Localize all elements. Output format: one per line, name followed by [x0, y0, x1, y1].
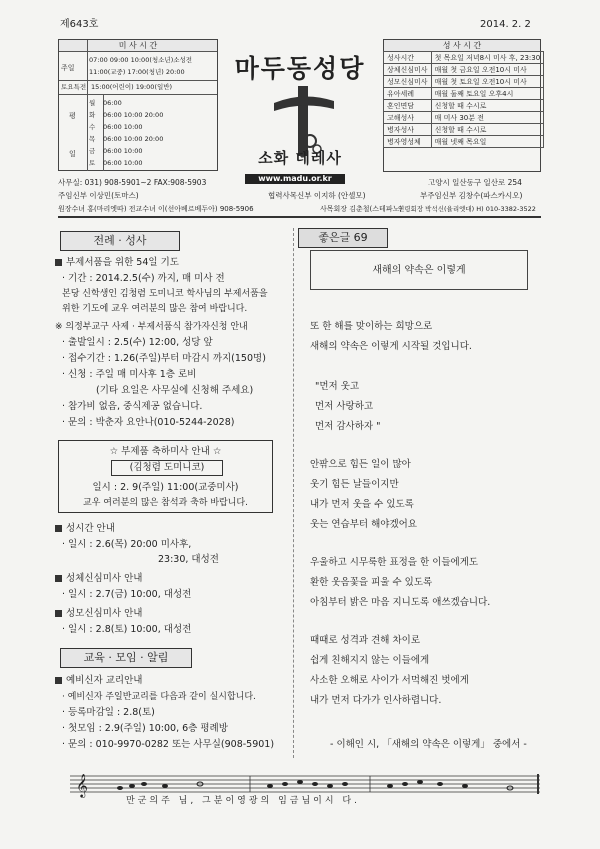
- poem-line: 새해의 약속은 이렇게 시작될 것입니다.: [310, 341, 472, 352]
- ordination-line: · 신청 : 주일 매 미사후 1층 로비: [62, 369, 197, 380]
- poem-line: 웃는 연습부터 해야겠어요: [310, 519, 417, 530]
- church-logo-area: [220, 39, 380, 179]
- council-president: 사목회장 김춘철(스테파노): [320, 205, 403, 213]
- ordination-line: · 접수기간 : 1.26(주일)부터 마감시 까지(150명): [62, 353, 266, 364]
- ordination-line: (기타 요일은 사무실에 신청해 주세요): [96, 385, 254, 396]
- table-row: 유아세례 매월 둘째 토요일 오후4시: [384, 88, 544, 100]
- weekday-label-2: 일: [69, 150, 76, 158]
- table-row: 병자성사 신청할 때 수시로: [384, 124, 544, 136]
- celebration-date: 일시 : 2. 9(주일) 11:00(교중미사): [92, 482, 239, 493]
- ordination-title: ※ 의정부교구 사제 · 부제서품식 참가자신청 안내: [55, 322, 248, 332]
- catechumen-line: · 예비신자 주일반교리를 다음과 같이 실시합니다.: [62, 692, 256, 702]
- mass-schedule-title: 미 사 시 간: [59, 40, 217, 52]
- catechumen-line: · 첫모임 : 2.9(주일) 10:00, 6층 평례방: [62, 723, 228, 734]
- saturday-times: 15:00(어린이) 19:00(일반): [91, 83, 173, 91]
- bullet-icon: [55, 677, 62, 684]
- saturday-label: 토요특전: [61, 83, 87, 91]
- table-row: 성모신심미사 매월 첫 토요일 오전10시 미사: [384, 76, 544, 88]
- church-patron: 소화 데레사: [258, 149, 342, 167]
- table-row: 상체신심미사 매월 첫 금요일 오전10시 미사: [384, 64, 544, 76]
- table-row: 고해성사 매 미사 30분 전: [384, 112, 544, 124]
- ordination-line: · 출발일시 : 2.5(수) 12:00, 성당 앞: [62, 337, 213, 348]
- table-row: 병자영성체 매월 넷째 목요일: [384, 136, 544, 148]
- poem-line: 아침부터 밝은 마음 지니도록 애쓰겠습니다.: [310, 597, 491, 608]
- table-row: 혼인면담 신청할 때 수시로: [384, 100, 544, 112]
- table-row: 성사시간 첫 목요일 저녁8시 미사 후, 23:30: [384, 52, 544, 64]
- poem-title-box: [310, 250, 528, 290]
- poem-line: 내가 먼저 다가가 인사하렵니다.: [310, 695, 442, 706]
- ordination-line: · 참가비 없음, 중식제공 없습니다.: [62, 401, 203, 412]
- poem-line: "먼저 웃고: [315, 381, 360, 392]
- novena-line: 본당 신학생인 김청렴 도미니코 학사님의 부제서품을: [62, 289, 268, 299]
- poem-title: 새해의 약속은 이렇게: [372, 265, 466, 276]
- music-staff: [70, 770, 540, 810]
- catechumen-line: · 등록마감일 : 2.8(토): [62, 707, 155, 718]
- poem-line: 사소한 오해로 사이가 서먹해진 벗에게: [310, 675, 469, 686]
- sunday-label: 주일: [61, 64, 75, 72]
- marian-title: 성모신심미사 안내: [55, 607, 142, 621]
- good-writing-heading: 좋은글 69: [298, 228, 388, 248]
- poem-line: 웃기 힘든 날들이지만: [310, 479, 399, 490]
- liturgy-heading: 전례 · 성사: [60, 231, 180, 251]
- education-heading: 교육 · 모임 · 알림: [60, 648, 192, 668]
- celebration-name: (김청렴 도미니코): [111, 460, 223, 476]
- ordination-line: · 문의 : 박춘자 요안나(010-5244-2028): [62, 417, 235, 428]
- poem-line: 때때로 성격과 견해 차이로: [310, 635, 421, 646]
- sunday-times-1: 07:00 09:00 10:00(청소년)소성전: [89, 56, 193, 64]
- associate-pastor: 부주임신부 김창수(파스카시오): [420, 191, 523, 200]
- poem-line: 환한 웃음꽃을 피울 수 있도록: [310, 577, 433, 588]
- issue-number: 제643호: [60, 19, 99, 30]
- assistant-priest: 협력사목신부 이지하 (안셀모): [268, 191, 366, 200]
- celebration-title: ☆ 부제품 축하미사 안내 ☆: [109, 446, 222, 457]
- pastor: 주임신부 이상민(토마스): [58, 191, 139, 200]
- poem-attribution: - 이해인 시, 「새해의 약속은 이렇게」 중에서 -: [330, 739, 527, 750]
- marian-line: · 일시 : 2.8(토) 10:00, 대성전: [62, 624, 192, 635]
- office-contact: 사무실: 031) 908-5901~2 FAX:908-5903: [58, 178, 207, 187]
- poem-line: 먼저 감사하자 ": [315, 421, 381, 432]
- funeral-society: 연령회장 박석신(율리엣대) H) 010-3382-3522: [398, 205, 536, 213]
- music-lyrics: 만군의주 님, 그분이영광의 임금님이시 다.: [126, 796, 360, 806]
- catechumen-title: 예비신자 교리안내: [55, 674, 142, 688]
- bullet-icon: [55, 610, 62, 617]
- column-divider: [293, 228, 294, 758]
- poem-line: 또 한 해를 맞이하는 희망으로: [310, 321, 433, 332]
- holy-hour-line: 23:30, 대성전: [158, 554, 219, 565]
- church-name: 마두동성당: [234, 54, 366, 83]
- sacrament-table: [383, 51, 544, 148]
- issue-date: 2014. 2. 2: [480, 19, 531, 30]
- catechumen-line: · 문의 : 010-9970-0282 또는 사무실(908-5901): [62, 739, 275, 750]
- sunday-times-2: 11:00(교중) 17:00(청년) 20:00: [89, 68, 185, 76]
- sacred-heart-line: · 일시 : 2.7(금) 10:00, 대성전: [62, 589, 192, 600]
- poem-line: 내가 먼저 웃을 수 있도록: [310, 499, 414, 510]
- poem-line: 먼저 사랑하고: [315, 401, 374, 412]
- novena-line: · 기간 : 2014.2.5(수) 까지, 매 미사 전: [62, 273, 225, 284]
- bullet-icon: [55, 575, 62, 582]
- sacrament-schedule-title: 성 사 시 간: [384, 40, 540, 52]
- poem-line: 우울하고 시무룩한 표정을 한 이들에게도: [310, 557, 479, 568]
- poem-line: 쉽게 친해지지 않는 이들에게: [310, 655, 430, 666]
- weekday-list: 월 06:00 화 06:00 10:00 20:00 수 06:00 10:00 목 06:00 10:00 20:00 금 06:00 10:00 토 06:00 10:00: [89, 99, 164, 167]
- holy-hour-title: 성시간 안내: [55, 522, 115, 536]
- celebration-box: [58, 440, 273, 513]
- bullet-icon: [55, 525, 62, 532]
- header-divider: [58, 216, 541, 218]
- church-address: 고양시 일산동구 일산로 254: [428, 178, 522, 187]
- poem-line: 안팎으로 힘든 일이 많아: [310, 459, 411, 470]
- sacred-heart-title: 성체신심미사 안내: [55, 572, 142, 586]
- novena-title: 부제서품을 위한 54일 기도: [55, 256, 179, 270]
- svg-text:𝄞: 𝄞: [76, 773, 88, 797]
- sisters: 원장수녀 홍(마리엣따) 전교수녀 이(선아베르베두아) 908-5906: [58, 205, 254, 213]
- bullet-icon: [55, 259, 62, 266]
- novena-line: 위한 기도에 교우 여러분의 많은 참여 바랍니다.: [62, 304, 248, 314]
- celebration-note: 교우 여러분의 많은 참석과 축하 바랍니다.: [83, 498, 248, 508]
- mass-schedule-box: [58, 39, 218, 171]
- website-link[interactable]: www.madu.or.kr: [245, 174, 345, 184]
- holy-hour-line: · 일시 : 2.6(목) 20:00 미사후,: [62, 539, 192, 550]
- weekday-label-1: 평: [69, 112, 76, 120]
- sacrament-schedule-box: [383, 39, 541, 172]
